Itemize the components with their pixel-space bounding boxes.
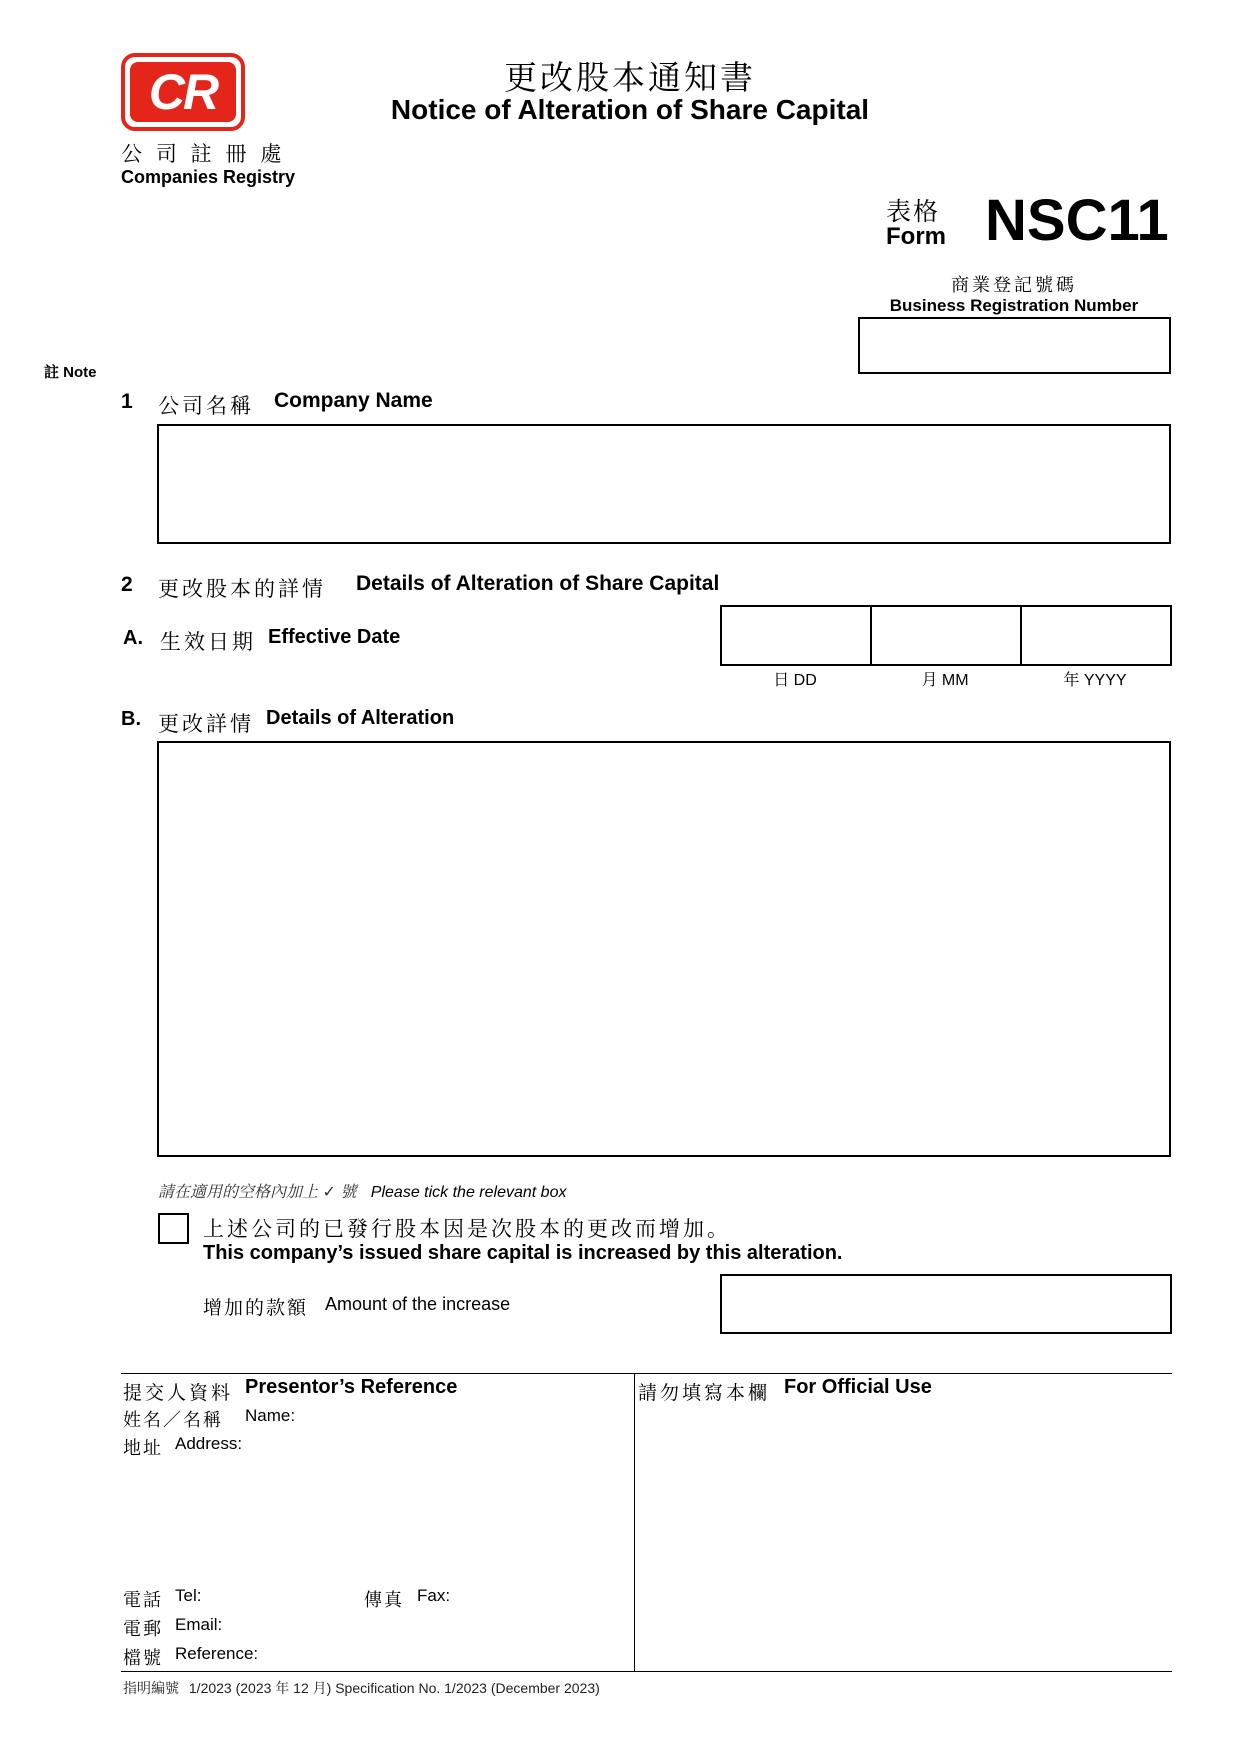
presentor-name-zh: 姓名／名稱 (123, 1410, 223, 1430)
tick-instruction-zh: 請在適用的空格內加上 (158, 1184, 319, 1201)
brn-label-en: Business Registration Number (889, 296, 1139, 315)
section-2a-letter: A. (123, 627, 143, 649)
presentor-title-zh: 提交人資料 (123, 1383, 234, 1404)
presentor-address-zh: 地址 (123, 1438, 163, 1458)
checkbox-label-en: This company’s issued share capital is increased by this alteration. (203, 1242, 843, 1264)
presentor-email-en: Email: (175, 1615, 223, 1634)
form-title-en: Notice of Alteration of Share Capital (390, 94, 870, 125)
brn-label-zh: 商業登記號碼 (951, 275, 1077, 295)
section-2a-title-zh: 生效日期 (160, 631, 256, 654)
amount-field[interactable] (720, 1274, 1172, 1334)
tick-mark: ✓ (322, 1184, 336, 1201)
specification-footer (123, 1678, 600, 1698)
section-2a-title-en: Effective Date (268, 626, 401, 648)
section-1-number: 1 (121, 390, 133, 413)
presentor-fax-zh: 傳真 (364, 1590, 404, 1610)
brn-field[interactable] (858, 317, 1171, 374)
presentor-name-en: Name: (245, 1406, 296, 1425)
company-name-field[interactable] (157, 424, 1171, 544)
official-use-title-zh: 請勿填寫本欄 (638, 1383, 771, 1404)
date-month-label: 月 MM (921, 672, 969, 689)
registry-name-en: Companies Registry (121, 167, 296, 187)
official-use-area (636, 1404, 1170, 1669)
tick-instruction-zh2: 號 (340, 1184, 357, 1201)
date-day-label: 日 DD (773, 672, 817, 689)
section-1-title-en: Company Name (274, 389, 433, 412)
date-day-field[interactable] (722, 607, 870, 664)
form-label-zh: 表格 (886, 198, 941, 226)
date-month-field[interactable] (872, 607, 1020, 664)
registry-name-zh: 公 司 註 冊 處 (121, 143, 286, 166)
presentor-ref-zh: 檔號 (123, 1648, 163, 1668)
amount-label-en: Amount of the increase (325, 1294, 511, 1314)
presentor-address-en: Address: (175, 1434, 243, 1453)
companies-registry-logo (121, 53, 245, 131)
note-label: 註 Note (44, 364, 97, 381)
section-2b-title-zh: 更改詳情 (158, 713, 254, 736)
form-title-zh: 更改股本通知書 (504, 59, 756, 96)
presentor-title-en: Presentor’s Reference (245, 1376, 458, 1398)
spec-label-zh: 指明編號 (123, 1680, 179, 1696)
section-2-title-en: Details of Alteration of Share Capital (356, 572, 720, 595)
alteration-details-field[interactable] (157, 741, 1171, 1157)
form-label-en: Form (886, 223, 946, 250)
form-code: NSC11 (985, 188, 1169, 253)
increase-checkbox[interactable] (158, 1213, 189, 1244)
section-2b-letter: B. (121, 708, 141, 730)
section-2b-title-en: Details of Alteration (266, 707, 455, 729)
presentor-fax-en: Fax: (417, 1586, 451, 1605)
section-2-title-zh: 更改股本的詳情 (158, 578, 326, 601)
date-year-field[interactable] (1022, 607, 1170, 664)
presentor-ref-en: Reference: (175, 1644, 259, 1663)
spec-text: 1/2023 (2023 年 12 月) Specification No. 1/2023 (December 2023) (188, 1680, 600, 1696)
tick-instruction (158, 1179, 566, 1202)
presentor-email-zh: 電郵 (123, 1619, 163, 1639)
presentor-tel-zh: 電話 (123, 1590, 163, 1610)
official-use-title-en: For Official Use (784, 1376, 932, 1398)
tick-instruction-en: Please tick the relevant box (370, 1184, 567, 1201)
effective-date-group (720, 605, 1172, 666)
date-year-label: 年 YYYY (1063, 672, 1127, 689)
checkbox-label-zh: 上述公司的已發行股本因是次股本的更改而增加。 (203, 1218, 731, 1241)
logo-text: CR (148, 64, 218, 120)
presentor-tel-en: Tel: (175, 1586, 202, 1605)
section-2-number: 2 (121, 573, 133, 596)
section-1-title-zh: 公司名稱 (158, 395, 254, 418)
amount-label-zh: 增加的款額 (203, 1298, 309, 1319)
